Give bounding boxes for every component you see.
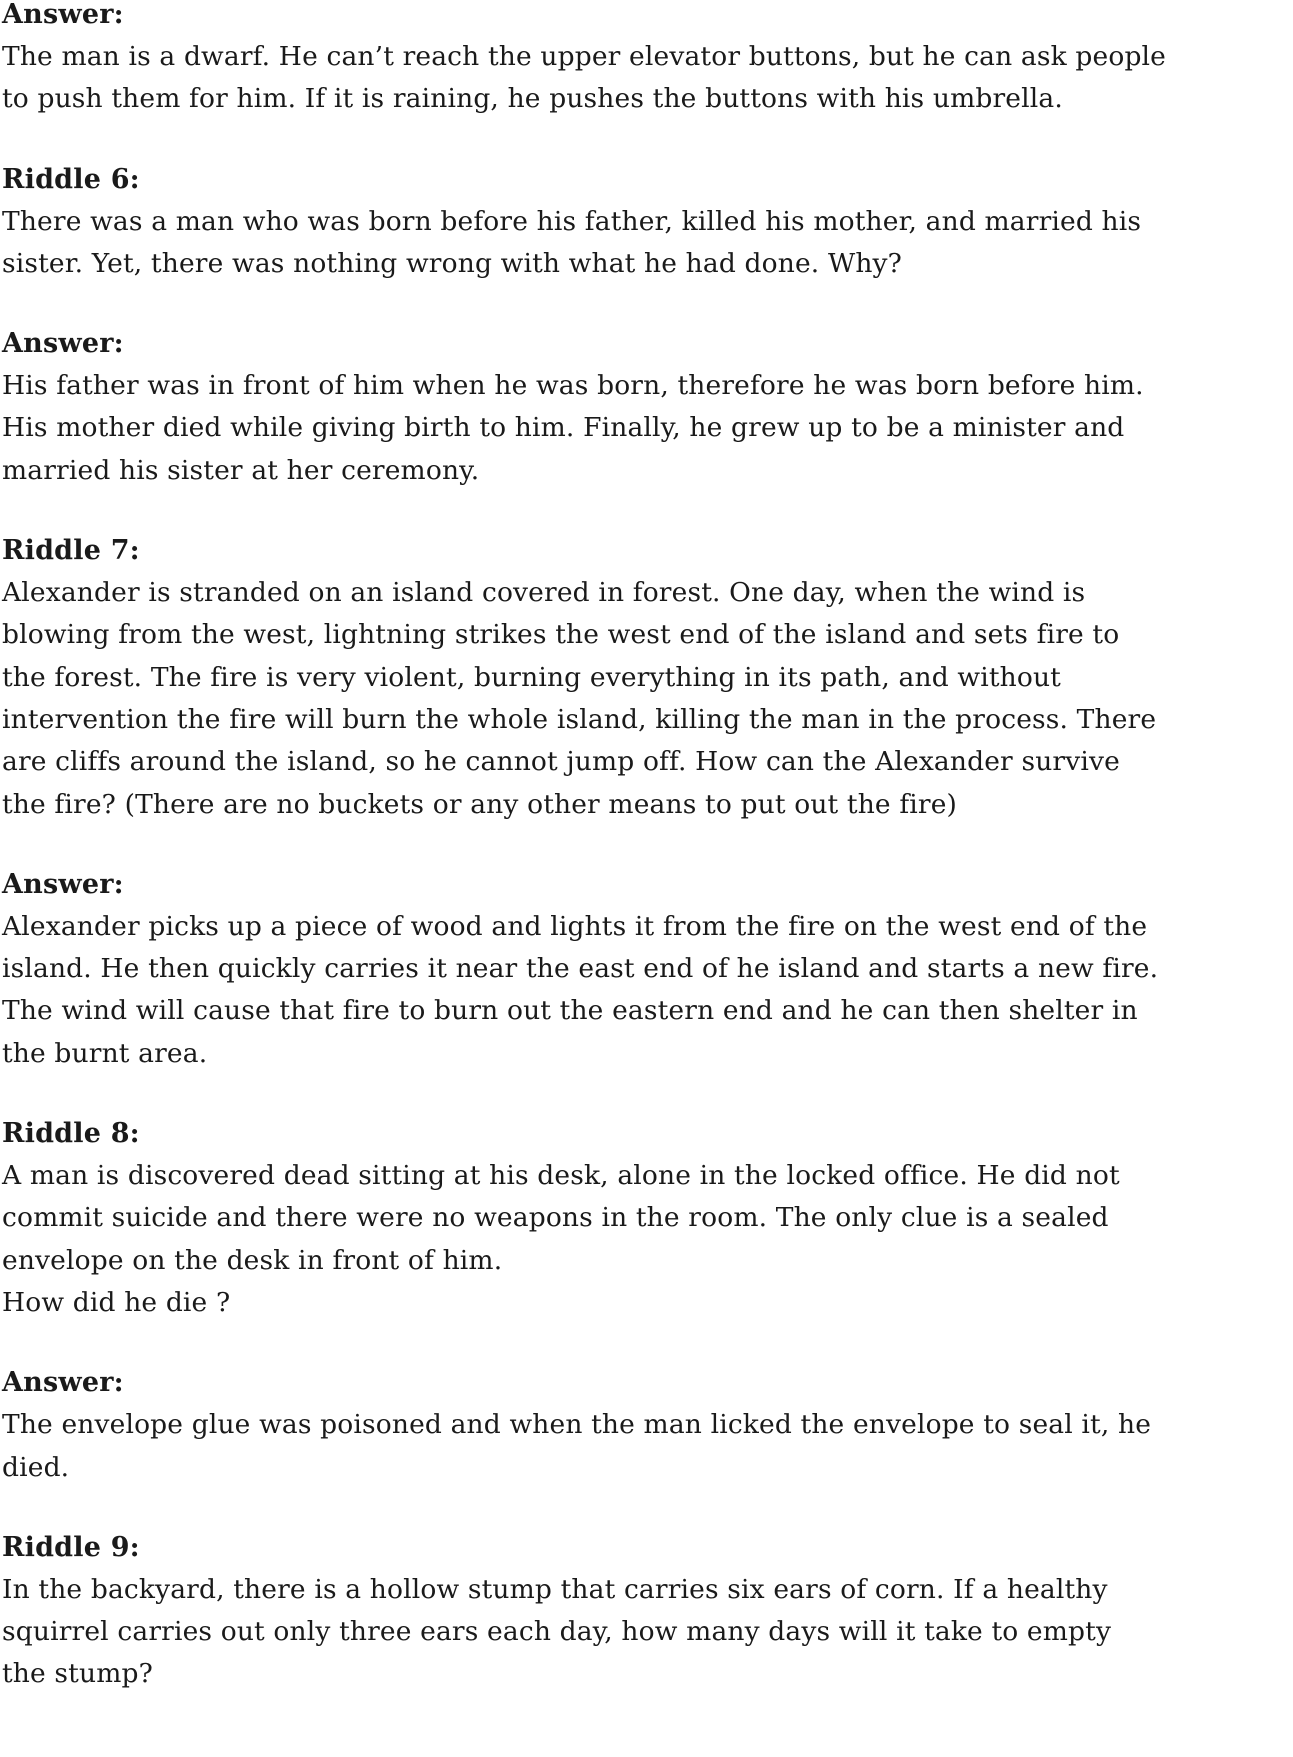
riddle-text-line: the stump? [2, 1658, 153, 1690]
riddle-text-line: sister. Yet, there was nothing wrong with what he had done. Why? [2, 247, 903, 279]
answer-heading: Answer: [2, 1367, 124, 1399]
riddle-text-line: commit suicide and there were no weapons in the room. The only clue is a sealed [2, 1202, 1109, 1234]
riddle-text-line: blowing from the west, lightning strikes the west end of the island and sets fire to [2, 619, 1120, 651]
riddle-text-line: the fire? (There are no buckets or any other means to put out the fire) [2, 788, 958, 820]
answer-heading: Answer: [2, 868, 124, 900]
answer-text-line: The man is a dwarf. He can’t reach the upper elevator buttons, but he can ask people [2, 41, 1167, 72]
riddle-7-block [2, 530, 1292, 826]
riddle-text-line: Alexander is stranded on an island covered in forest. One day, when the wind is [2, 577, 1086, 609]
answer-5-block [2, 0, 1292, 121]
riddle-text-line: How did he die ? [2, 1286, 231, 1318]
riddle-text-line: intervention the fire will burn the whole island, killing the man in the process. There [2, 703, 1157, 735]
answer-text-line: His mother died while giving birth to him. Finally, he grew up to be a minister and [2, 412, 1125, 444]
riddle-heading: Riddle 6: [2, 163, 140, 195]
riddle-text-line: envelope on the desk in front of him. [2, 1244, 503, 1276]
riddle-heading: Riddle 8: [2, 1118, 140, 1150]
riddle-heading: Riddle 7: [2, 535, 140, 567]
riddle-text-line: the forest. The fire is very violent, burning everything in its path, and without [2, 661, 1061, 693]
answer-text-line: island. He then quickly carries it near the east end of he island and starts a new fire. [2, 953, 1159, 985]
answer-text-line: died. [2, 1451, 70, 1483]
answer-8-block [2, 1362, 1292, 1489]
riddle-6-block [2, 159, 1292, 286]
answer-text-line: married his sister at her ceremony. [2, 454, 480, 486]
answer-text-line: His father was in front of him when he was born, therefore he was born before him. [2, 370, 1144, 402]
answer-heading: Answer: [2, 0, 124, 30]
riddle-9-block [2, 1527, 1292, 1696]
riddle-text-line: In the backyard, there is a hollow stump that carries six ears of corn. If a healthy [2, 1573, 1108, 1605]
answer-text-line: The envelope glue was poisoned and when the man licked the envelope to seal it, he [2, 1409, 1152, 1441]
answer-7-block [2, 864, 1292, 1075]
answer-text-line: the burnt area. [2, 1037, 208, 1069]
riddle-text-line: squirrel carries out only three ears each day, how many days will it take to empty [2, 1616, 1112, 1648]
answer-text-line: to push them for him. If it is raining, he pushes the buttons with his umbrella. [2, 83, 1063, 115]
riddle-8-block [2, 1113, 1292, 1324]
document-page [2, 0, 1292, 1734]
riddle-text-line: There was a man who was born before his father, killed his mother, and married his [2, 205, 1142, 237]
answer-text-line: The wind will cause that fire to burn out the eastern end and he can then shelter in [2, 995, 1138, 1027]
riddle-heading: Riddle 9: [2, 1531, 140, 1563]
riddle-text-line: A man is discovered dead sitting at his desk, alone in the locked office. He did not [2, 1160, 1120, 1192]
answer-text-line: Alexander picks up a piece of wood and lights it from the fire on the west end of the [2, 910, 1148, 942]
answer-6-block [2, 323, 1292, 492]
answer-heading: Answer: [2, 328, 124, 360]
riddle-text-line: are cliffs around the island, so he cannot jump off. How can the Alexander survive [2, 746, 1120, 778]
